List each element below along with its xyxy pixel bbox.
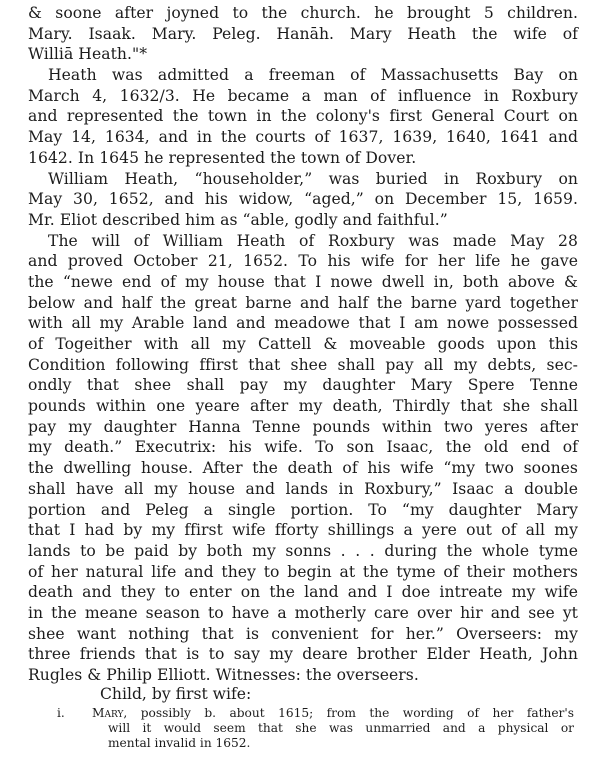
text-line: with all my Arable land and meadowe that I am nowe possessed: [28, 314, 578, 333]
text-line: & soone after joyned to the church. he brought 5 children.: [28, 4, 578, 22]
text-line: lands to be paid by both my sonns . . . during the whole tyme: [28, 541, 578, 560]
text-line: pounds within one yeare after my death, Thirdly that she shall: [28, 397, 578, 416]
text-line: pay my daughter Hanna Tenne pounds within two yeres after: [28, 417, 578, 436]
child-name: Mary: [92, 706, 124, 720]
text-line: The will of William Heath of Roxbury was made May 28: [48, 231, 578, 250]
text-line: my death.” Executrix: his wife. To son Isaac, the old end of: [28, 438, 578, 457]
text-line: portion and Peleg a single portion. To “my daughter Mary: [28, 500, 578, 519]
text-line: below and half the great barne and half the barne yard together: [28, 293, 578, 312]
text-line: that I had by my ffirst wife fforty shillings a yere out of all my: [28, 521, 578, 540]
text-line: three friends that is to say my deare brother Elder Heath, John: [28, 645, 578, 664]
text-line: March 4, 1632/3. He became a man of influence in Roxbury: [28, 86, 578, 105]
paragraph-will: [28, 231, 578, 686]
child-entry: [57, 706, 574, 752]
text-line: William Heath, “householder,” was buried in Roxbury on: [48, 169, 578, 188]
text-line: May 30, 1652, and his widow, “aged,” on December 15, 1659.: [28, 190, 578, 209]
text-line: Mary. Isaak. Mary. Peleg. Hanāh. Mary Heath the wife of: [28, 24, 578, 43]
text-line: ondly that shee shall pay my daughter Mary Spere Tenne: [28, 376, 578, 395]
text-line: Mr. Eliot described him as “able, godly and faithful.”: [28, 210, 448, 229]
text-line: and represented the town in the colony's first General Court on: [28, 107, 578, 126]
text-line: Condition following ffirst that shee shall pay all my debts, sec-: [28, 355, 578, 374]
text-line: and proved October 21, 1652. To his wife for her life he gave: [28, 252, 578, 271]
child-entry-line: mental invalid in 1652.: [108, 736, 251, 751]
paragraph-burial: [28, 169, 578, 231]
text-line: of her natural life and they to begin at the tyme of their mothers: [28, 562, 578, 581]
text-line: shee want nothing that is convenient for her.” Overseers: my: [28, 624, 578, 643]
child-number: i.: [57, 706, 65, 720]
paragraph-children-list: [28, 3, 578, 65]
paragraph-freeman: [28, 65, 578, 168]
text-line: of Togeither with all my Cattell & moveable goods upon this: [28, 335, 578, 353]
text-line: in the meane season to have a motherly care over hir and see yt: [28, 603, 578, 622]
text-line: May 14, 1634, and in the courts of 1637, 1639, 1640, 1641 and: [28, 128, 578, 147]
text-line: 1642. In 1645 he represented the town of Dover.: [28, 148, 417, 167]
child-entry-first-line: [57, 706, 574, 721]
text-line: Heath was admitted a freeman of Massachusetts Bay on: [48, 66, 578, 85]
child-entry-line: will it would seem that she was unmarried and a physical or: [108, 721, 574, 736]
child-entry-text: [92, 706, 574, 721]
text-line: the dwelling house. After the death of his wife “my two soones: [28, 459, 578, 478]
text-line: shall have all my house and lands in Roxbury,” Isaac a double: [28, 479, 578, 498]
child-entry-first-line-text: , possibly b. about 1615; from the wording of her father's: [123, 706, 574, 720]
text-line: the “newe end of my house that I nowe dwell in, both above &: [28, 272, 578, 291]
text-line: Rugles & Philip Elliott. Witnesses: the overseers.: [28, 666, 419, 684]
document-page: [28, 3, 578, 686]
text-line: Williā Heath."*: [28, 45, 148, 64]
children-heading: Child, by first wife:: [100, 685, 252, 703]
text-line: death and they to enter on the land and I doe intreate my wife: [28, 583, 578, 602]
